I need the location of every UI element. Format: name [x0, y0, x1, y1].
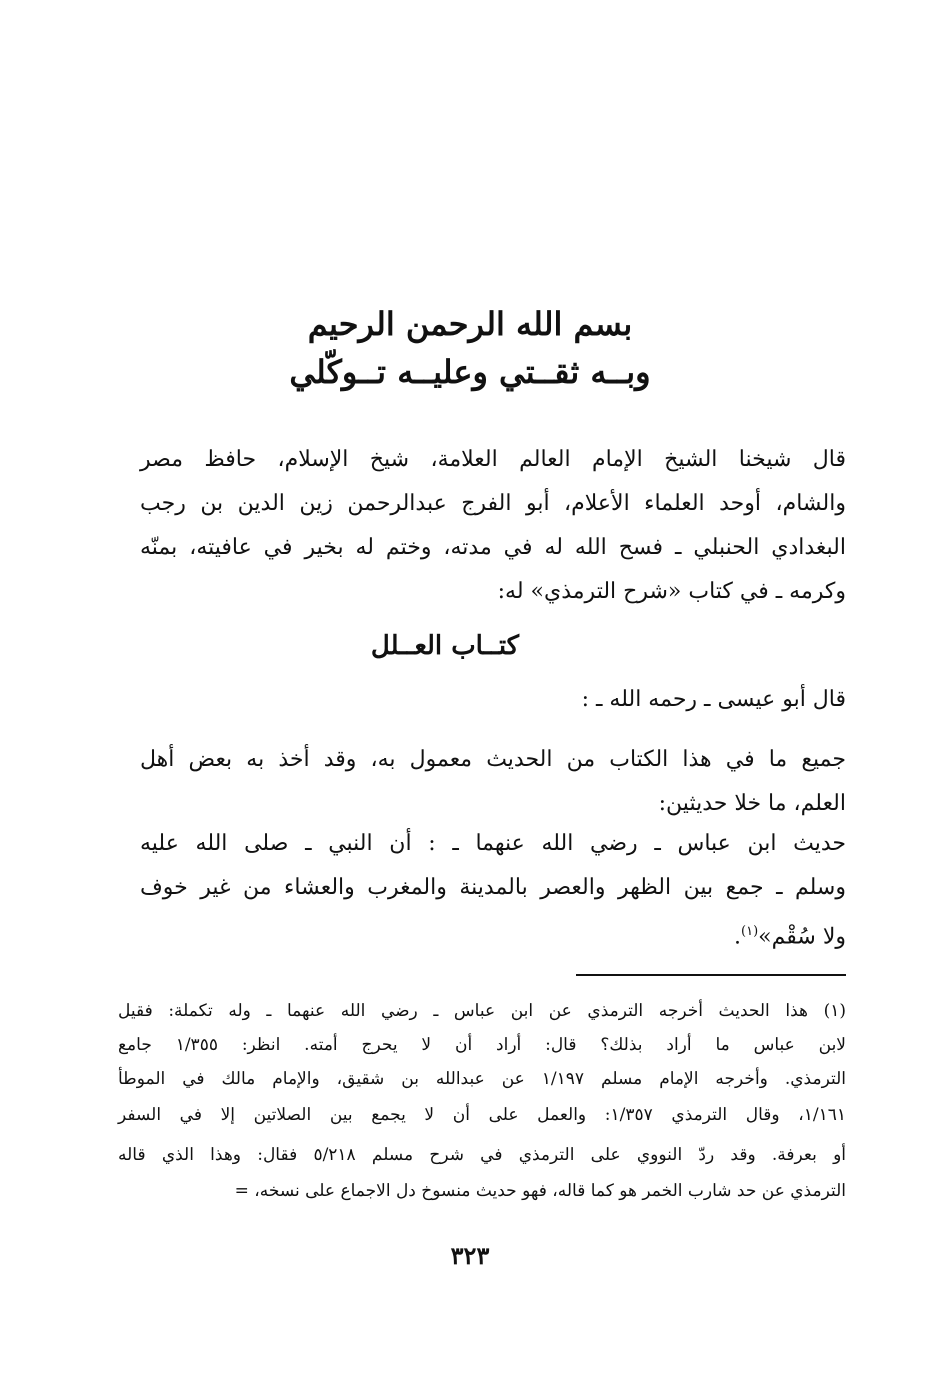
section-title: كتــاب العــلل	[370, 631, 520, 661]
footnote-reference: (١)	[741, 924, 759, 939]
footnote-line-3: الترمذي. وأخرجه الإمام مسلم ١/١٩٧ عن عبدالله بن شقيق، والإمام مالك في الموطأ	[118, 1069, 847, 1089]
footnote-line-2: لابن عباس ما أراد بذلك؟ قال: أراد أن لا يحرج أمته. انظر: ١/٣٥٥ جامع	[118, 1035, 847, 1055]
para2-end-mark: .	[734, 924, 742, 950]
basmala-line: بسم الله الرحمن الرحيم	[307, 305, 633, 343]
tawakkul-line: وبــه ثقــتي وعليــه تــوكّلي	[289, 353, 651, 391]
para2-line-2: وسلم ـ جمع بين الظهر والعصر بالمدينة والمغرب والعشاء من غير خوف	[140, 875, 846, 900]
para2-line-3	[140, 912, 846, 957]
intro-line-1: قال شيخنا الشيخ الإمام العالم العلامة، شيخ الإسلام، حافظ مصر	[140, 447, 846, 472]
footnote-line-1: (١) هذا الحديث أخرجه الترمذي عن ابن عباس ـ رضي الله عنهما ـ وله تكملة: فقيل	[118, 1001, 846, 1021]
para2-line-3-text: ولا سُقْم»	[758, 924, 846, 950]
footnote-line-5: أو بعرفة. وقد ردّ النووي على الترمذي في شرح مسلم ٥/٢١٨ فقال: وهذا الذي قاله	[118, 1145, 846, 1165]
para1-line-2: العلم، ما خلا حديثين:	[658, 791, 846, 816]
para1-line-1: جميع ما في هذا الكتاب من الحديث معمول به، وقد أخذ به بعض أهل	[140, 747, 846, 772]
intro-line-4: وكرمه ـ في كتاب «شرح الترمذي» له:	[497, 579, 846, 604]
intro-line-3: البغدادي الحنبلي ـ فسح الله له في مدته، وختم له بخير في عافيته، بمنّه	[140, 535, 846, 560]
para2-line-1: حديث ابن عباس ـ رضي الله عنهما ـ : أن النبي ـ صلى الله عليه	[140, 831, 846, 856]
footnote-divider	[576, 974, 846, 976]
footnote-line-4: ١/١٦١، وقال الترمذي ١/٣٥٧: والعمل على أن لا يجمع بين الصلاتين إلا في السفر	[118, 1105, 846, 1125]
intro-line-2: والشام، أوحد العلماء الأعلام، أبو الفرج عبدالرحمن زين الدين بن رجب	[140, 491, 846, 516]
opening-line: قال أبو عيسى ـ رحمه الله ـ :	[581, 687, 846, 712]
page-number: ٣٢٣	[450, 1241, 490, 1270]
footnote-line-6: الترمذي عن حد شارب الخمر هو كما قاله، فهو حديث منسوخ دل الاجماع على نسخه، =	[234, 1181, 846, 1201]
